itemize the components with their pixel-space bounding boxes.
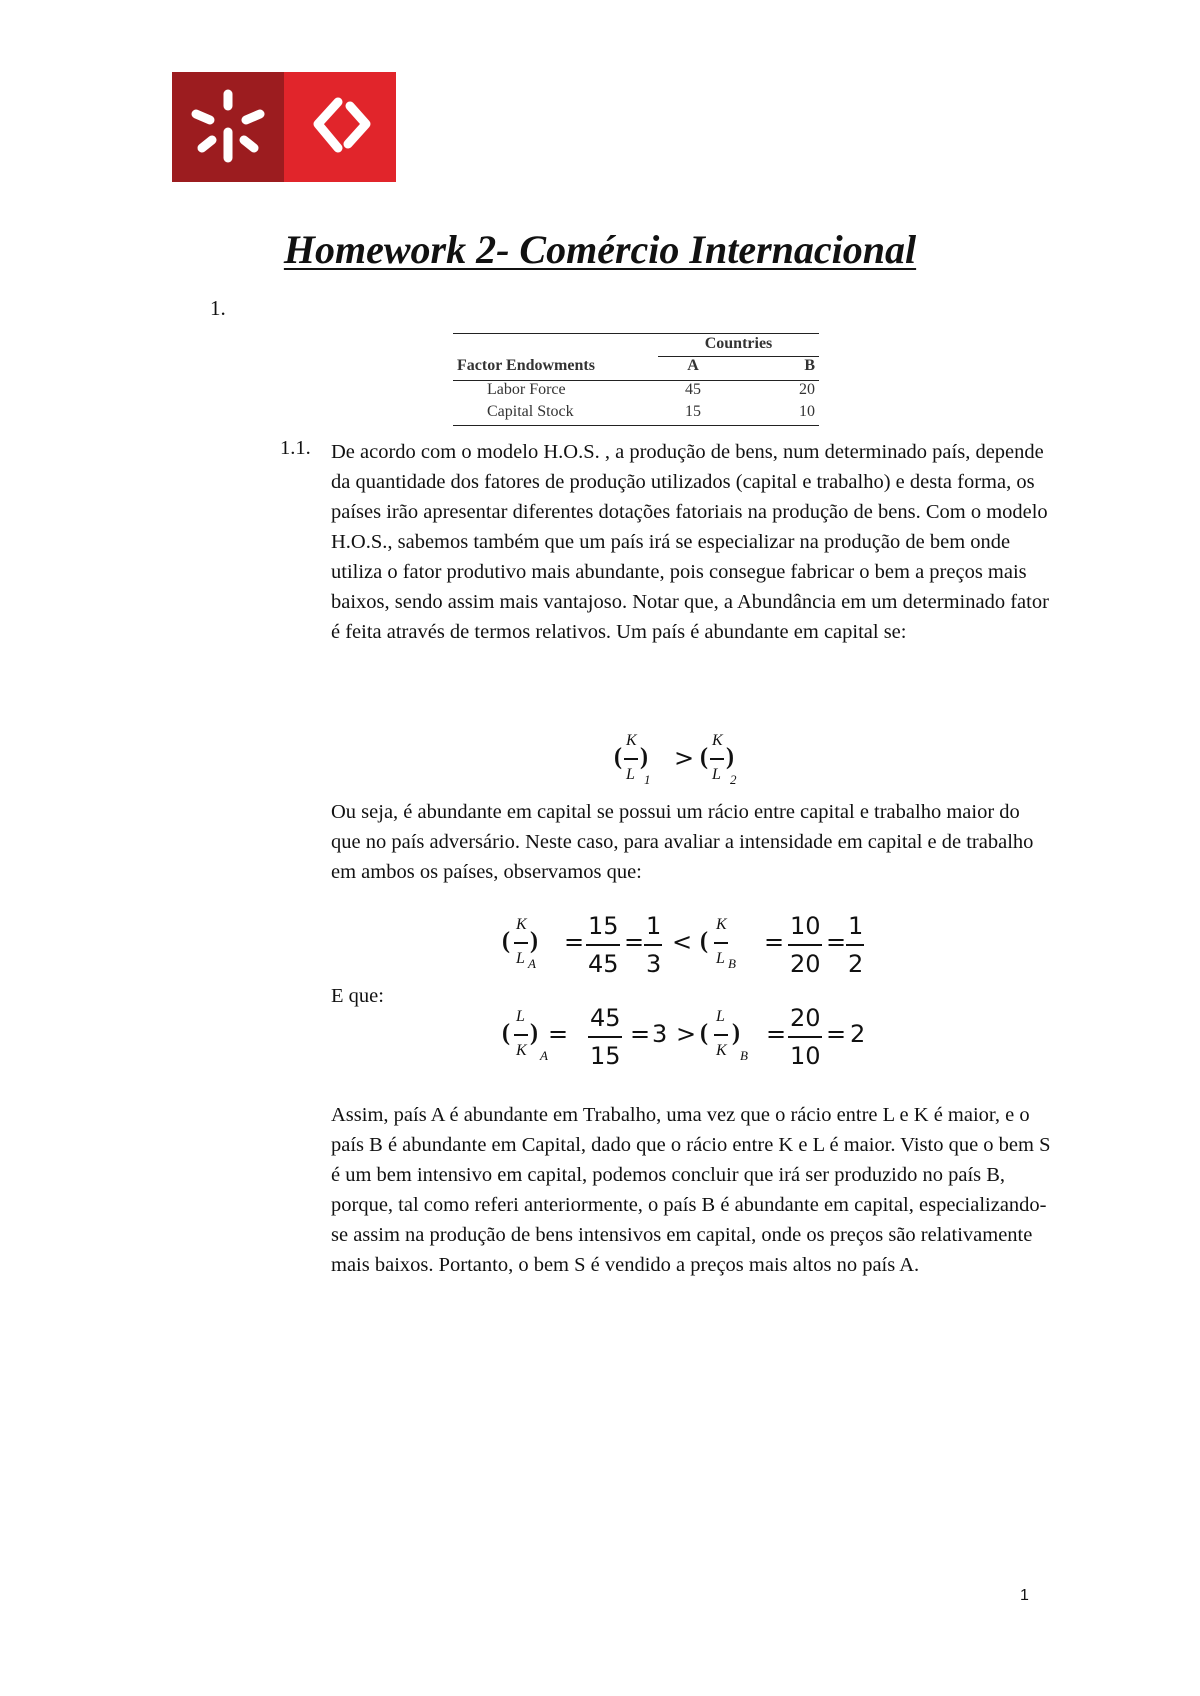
fraction-bar [714, 1034, 728, 1036]
formula-gt: > [676, 1020, 697, 1048]
table-header-row [453, 357, 819, 379]
table-row-label: Labor Force [487, 381, 566, 398]
table-row-header: Factor Endowments [457, 357, 595, 374]
formula-l-over-k [500, 1002, 880, 1072]
fraction-bar [846, 944, 864, 946]
formula-k: K [716, 1042, 727, 1059]
fraction-denominator: 15 [590, 1042, 621, 1070]
formula-k: K [626, 732, 637, 749]
fraction-bar [710, 758, 724, 760]
table-cell-a: 45 [685, 381, 701, 398]
question-number: 1. [210, 296, 226, 320]
formula-eq: = [764, 928, 785, 956]
formula-paren: ( [700, 928, 708, 954]
fraction-denominator: 10 [790, 1042, 821, 1070]
formula-result: 2 [850, 1020, 866, 1048]
formula-sub: 2 [730, 772, 737, 787]
formula-result: 3 [652, 1020, 668, 1048]
formula-paren: ) [530, 928, 538, 954]
formula-paren: ( [700, 1020, 708, 1046]
fraction-numerator: 20 [790, 1004, 821, 1032]
paragraph-hos-model: De acordo com o modelo H.O.S. , a produção de bens, num determinado país, depende da quantidade dos fatores de produção utilizados (capital e trabalho) e desta forma, os países irão apresentar diferentes dotações fatoriais na produção de bens. Com o modelo H.O.S., sabemos também que um país irá se especializar na produção de bem onde utiliza o fator produtivo mais abundante, pois consegue fabricar o bem a preços mais baixos, sendo assim mais vantajoso. Notar que, a Abundância em um determinado fator é feita através de termos relativos. Um país é abundante em capital se: [331, 441, 1049, 643]
formula-lt: < [672, 928, 693, 956]
logo-right-panel [284, 72, 396, 182]
formula-eq: = [766, 1020, 787, 1048]
fraction-denominator: 3 [646, 950, 662, 978]
fraction-bar [586, 944, 620, 946]
formula-sub: A [540, 1048, 548, 1063]
fraction-numerator: 45 [590, 1004, 621, 1032]
fraction-bar [644, 944, 662, 946]
table-bottom-rule [453, 425, 819, 426]
formula-paren: ) [530, 1020, 538, 1046]
paragraph-conclusion: Assim, país A é abundante em Trabalho, uma vez que o rácio entre L e K é maior, e o país B é abundante em Capital, dado que o rácio entre K e L é maior. Visto que o bem S é um bem intensivo em capital, podemos concluir que irá ser produzido no país B, porque, tal como referi anteriormente, o país B é abundante em capital, especializando-se assim na produção de bens intensivos em capital, onde os preços são relativamente mais baixos. Portanto, o bem S é vendido a preços mais altos no país A. [331, 1104, 1051, 1276]
formula-k: K [712, 732, 723, 749]
table-row-label: Capital Stock [487, 403, 574, 420]
formula-l: L [716, 1008, 725, 1025]
formula-paren: ) [732, 1020, 740, 1046]
table-row [453, 403, 819, 425]
formula-gt: > [674, 744, 695, 772]
formula-eq: = [630, 1020, 651, 1048]
fraction-bar [514, 1034, 528, 1036]
fraction-numerator: 10 [790, 912, 821, 940]
table-top-rule [453, 333, 819, 334]
table-row [453, 381, 819, 403]
formula-paren: ) [726, 744, 734, 770]
formula-paren: ( [502, 1020, 510, 1046]
fraction-numerator: 1 [646, 912, 662, 940]
logo-chevron-icon [284, 72, 396, 182]
formula-paren: ( [502, 928, 510, 954]
formula-k-over-l [500, 910, 880, 980]
formula-k: K [716, 916, 727, 933]
formula-sub: B [728, 956, 736, 971]
fraction-bar [624, 758, 638, 760]
formula-k: K [516, 916, 527, 933]
formula-paren: ) [640, 744, 648, 770]
fraction-numerator: 15 [588, 912, 619, 940]
fraction-bar [714, 942, 728, 944]
formula-k: K [516, 1042, 527, 1059]
fraction-denominator: 20 [790, 950, 821, 978]
formula-sub: B [740, 1048, 748, 1063]
formula-eq: = [826, 928, 847, 956]
table-column-a: A [687, 357, 699, 374]
page-title: Homework 2- Comércio Internacional [283, 227, 917, 272]
formula-l: L [712, 766, 721, 783]
fraction-denominator: 45 [588, 950, 619, 978]
table-cell-b: 20 [799, 381, 815, 398]
formula-l: L [716, 950, 725, 967]
formula-eq: = [564, 928, 585, 956]
formula-l: L [516, 1008, 525, 1025]
formula-eq: = [624, 928, 645, 956]
table-cell-b: 10 [799, 403, 815, 420]
university-logo [172, 72, 396, 182]
formula-capital-abundance [612, 730, 762, 798]
table-group-header: Countries [704, 335, 773, 352]
formula-paren: ( [700, 744, 708, 770]
formula-eq: = [548, 1020, 569, 1048]
formula-l: L [626, 766, 635, 783]
fraction-bar [588, 1036, 622, 1038]
paragraph-comparison: Ou seja, é abundante em capital se possui um rácio entre capital e trabalho maior do que no país adversário. Neste caso, para avaliar a intensidade em capital e de trabalho em ambos os países, observamos que: [331, 801, 1034, 883]
formula-paren: ( [614, 744, 622, 770]
formula-sub: 1 [644, 772, 651, 787]
formula-sub: A [528, 956, 536, 971]
table-column-b: B [804, 357, 815, 374]
formula-l: L [516, 950, 525, 967]
label-e-que: E que: [331, 985, 384, 1007]
logo-left-panel [172, 72, 284, 182]
fraction-bar [514, 942, 528, 944]
fraction-bar [788, 1036, 822, 1038]
logo-star-icon [172, 72, 284, 182]
table-cell-a: 15 [685, 403, 701, 420]
sub-question-number: 1.1. [280, 437, 311, 459]
formula-eq: = [826, 1020, 847, 1048]
fraction-bar [788, 944, 822, 946]
fraction-numerator: 1 [848, 912, 864, 940]
page-number: 1 [1020, 1587, 1029, 1604]
fraction-denominator: 2 [848, 950, 864, 978]
